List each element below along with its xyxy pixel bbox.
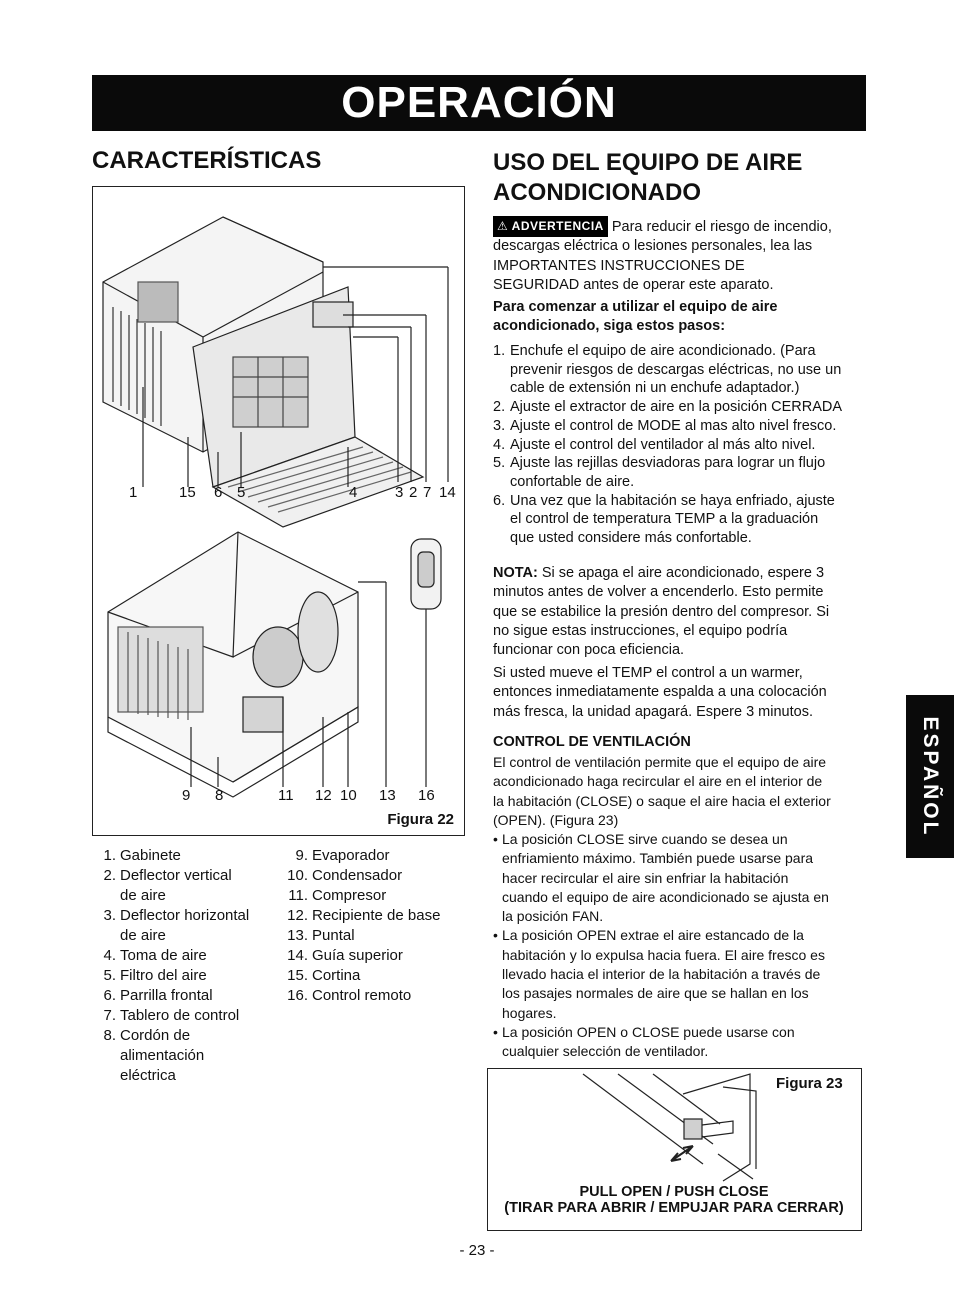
callout: 4 [349, 484, 358, 501]
legend-text-line: eléctrica [120, 1067, 176, 1084]
language-tab [906, 695, 954, 858]
features-heading: CARACTERÍSTICAS [92, 147, 322, 174]
text-line: SEGURIDAD antes de operar este aparato. [493, 276, 774, 293]
air-conditioner-illustration [93, 187, 463, 834]
figure-22-callouts-top [93, 484, 463, 504]
note-paragraph [493, 564, 863, 660]
legend-item [92, 1026, 282, 1086]
legend-number: 7. [103, 1007, 116, 1024]
legend-number: 4. [103, 947, 116, 964]
figure-23-caption: Figura 23 [776, 1075, 843, 1092]
bullet-dot: • [493, 927, 498, 944]
callout: 12 [315, 787, 332, 804]
legend-text-line: Filtro del aire [120, 967, 207, 984]
temp-paragraph [493, 664, 863, 722]
callout: 7 [423, 484, 432, 501]
step-item [493, 417, 865, 436]
callout: 11 [278, 787, 294, 804]
legend-number: 10. [287, 867, 308, 884]
text-line: Ajuste el control de MODE al mas alto nivel fresco. [510, 417, 837, 434]
text-line: El control de ventilación permite que el equipo de aire [493, 754, 827, 770]
callout: 9 [182, 787, 191, 804]
legend-item [92, 846, 282, 866]
legend-text-line: Recipiente de base [312, 907, 441, 924]
legend-text-line: Toma de aire [120, 947, 207, 964]
step-number: 1. [493, 343, 506, 359]
text-line: cualquier selección de ventilador. [502, 1043, 709, 1060]
legend-text-line: Cordón de [120, 1027, 191, 1044]
bullet-item [493, 926, 865, 1022]
text-line: Ajuste el control del ventilador al más alto nivel. [510, 436, 816, 453]
legend-item [285, 926, 475, 946]
text-line: no sigue estas instrucciones, el equipo podría [493, 622, 788, 639]
legend-number: 9. [295, 847, 308, 864]
text-line: hogares. [502, 1004, 557, 1021]
text-line: funcionar con poca eficiencia. [493, 642, 685, 659]
text-line: minutos antes de volver a encenderlo. Esto permite [493, 584, 824, 601]
text-line: descargas eléctrica o lesiones personales, lea las [493, 238, 813, 255]
text-line: cuando el equipo de aire acondicionado se ajusta en [502, 888, 829, 905]
legend-text-line: Compresor [312, 887, 387, 904]
callout: 3 [395, 484, 404, 501]
page-number: - 23 - [459, 1242, 495, 1259]
legend-text-line: Deflector vertical [120, 867, 232, 884]
text-line: La posición CLOSE sirve cuando se desea un [502, 831, 788, 847]
text-line: (OPEN). (Figura 23) [493, 811, 619, 828]
legend-number: 12. [287, 907, 308, 924]
warning-badge-text: ADVERTENCIA [511, 219, 604, 233]
bullet-item [493, 830, 865, 926]
text-line: la habitación (CLOSE) o saque el aire hacia el exterior [493, 792, 831, 809]
usage-heading [493, 148, 863, 208]
legend-number: 2. [103, 867, 116, 884]
text-line: (TIRAR PARA ABRIR / EMPUJAR PARA CERRAR) [504, 1200, 844, 1216]
steps-list [493, 342, 865, 548]
text-line: confortable de aire. [510, 473, 635, 490]
text-line: IMPORTANTES INSTRUCCIONES DE [493, 257, 745, 274]
figure-23 [487, 1068, 862, 1231]
text-line: los pasajes normales de aire que se hallan en los [502, 985, 809, 1002]
text-line: Para comenzar a utilizar el equipo de aire [493, 299, 778, 315]
step-item [493, 398, 865, 417]
ordered-steps [493, 342, 865, 548]
legend-item [92, 986, 282, 1006]
callout: 1 [129, 484, 138, 501]
step-number: 6. [493, 492, 506, 509]
legend-number: 14. [287, 947, 308, 964]
legend-item [285, 966, 475, 986]
callout: 8 [215, 787, 224, 804]
parts-legend-col2 [285, 846, 475, 1006]
text-line: Si se apaga el aire acondicionado, espere 3 [541, 565, 825, 581]
text-line: entonces inmediatamente espalda a una colocación [493, 684, 827, 701]
text-line: Para reducir el riesgo de incendio, [611, 219, 832, 235]
callout: 15 [179, 484, 196, 501]
step-number: 3. [493, 417, 506, 434]
legend-text-line: Cortina [312, 967, 361, 984]
legend-number: 5. [103, 967, 116, 984]
text-line: acondicionado, siga estos pasos: [493, 318, 726, 335]
legend-text-line: Parrilla frontal [120, 987, 213, 1004]
legend-text-line: Puntal [312, 927, 355, 944]
text-line: PULL OPEN / PUSH CLOSE [579, 1184, 769, 1200]
legend-item [92, 1006, 282, 1026]
legend-item [285, 986, 475, 1006]
figure-22-caption: Figura 22 [387, 811, 454, 828]
legend-text-line: Gabinete [120, 847, 181, 864]
callout: 14 [439, 484, 456, 501]
steps-title [493, 298, 863, 337]
text-line: cable de extensión ni un enchufe adaptador.) [510, 380, 800, 397]
legend-item [285, 886, 475, 906]
text-line: que se estabilice la presión dentro del compresor. Si [493, 603, 830, 620]
step-item [493, 492, 865, 548]
section-title: OPERACIÓN [341, 78, 617, 127]
language-tab-label: ESPAÑOL [919, 716, 942, 837]
legend-text-line: de aire [120, 927, 166, 944]
text-line: La posición OPEN o CLOSE puede usarse con [502, 1023, 795, 1040]
legend-number: 16. [287, 987, 308, 1004]
legend-number: 8. [103, 1027, 116, 1044]
text-line: Si usted mueve el TEMP el control a un warmer, [493, 665, 803, 681]
text-line: prevenir riesgos de descargas eléctricas, no use un [510, 361, 842, 378]
text-line: que usted considere más confortable. [510, 530, 752, 547]
text-line: el control de temperatura TEMP a la graduación [510, 511, 819, 528]
bullet-dot: • [493, 831, 498, 847]
vent-heading: CONTROL DE VENTILACIÓN [493, 734, 691, 750]
warning-paragraph [493, 216, 863, 295]
usage-heading-line2: ACONDICIONADO [493, 179, 701, 206]
legend-text-line: Condensador [312, 867, 403, 884]
text-line: Ajuste el extractor de aire en la posición CERRADA [510, 399, 843, 416]
legend-number: 1. [103, 847, 116, 864]
step-number: 2. [493, 399, 506, 416]
text-line: La posición OPEN extrae el aire estancado de la [502, 927, 804, 944]
section-title-bar [92, 75, 866, 131]
warning-badge: ⚠ ADVERTENCIA [493, 216, 608, 237]
legend-text-line: Control remoto [312, 987, 412, 1004]
legend-text-line: alimentación [120, 1047, 205, 1064]
legend-item [285, 946, 475, 966]
text-line: Enchufe el equipo de aire acondicionado. (Para [510, 343, 816, 359]
legend-number: 6. [103, 987, 116, 1004]
legend-item [92, 946, 282, 966]
parts-legend-col1 [92, 846, 282, 1086]
callout: 10 [340, 787, 357, 804]
text-line: Una vez que la habitación se haya enfriado, ajuste [510, 492, 835, 509]
bullet-item [493, 1023, 865, 1062]
figure-23-label [488, 1184, 860, 1216]
usage-heading-line1: USO DEL EQUIPO DE AIRE [493, 149, 803, 176]
step-item [493, 454, 865, 491]
legend-text-line: de aire [120, 887, 166, 904]
text-line: habitación y lo expulsa hacia fuera. El aire fresco es [502, 946, 825, 963]
text-line: acondicionado haga recircular el aire en el interior de [493, 773, 823, 790]
legend-item [285, 866, 475, 886]
callout: 16 [418, 787, 435, 804]
text-line: enfriamiento máximo. También puede usarse para [502, 850, 814, 867]
callout: 13 [379, 787, 396, 804]
legend-item [92, 966, 282, 986]
legend-number: 11. [288, 887, 308, 904]
legend-text-line: Deflector horizontal [120, 907, 250, 924]
text-line: hacer recircular el aire sin enfriar la habitación [502, 869, 789, 886]
legend-text-line: Tablero de control [120, 1007, 240, 1024]
vent-paragraph [493, 753, 865, 830]
legend-number: 3. [103, 907, 116, 924]
callout: 6 [214, 484, 223, 501]
callout: 5 [237, 484, 246, 501]
step-item [493, 342, 865, 398]
text-line: la posición FAN. [502, 908, 604, 925]
legend-item [92, 866, 282, 906]
legend-number: 15. [287, 967, 308, 984]
callout: 2 [409, 484, 418, 501]
figure-22-callouts-bottom [93, 787, 463, 807]
legend-item [285, 846, 475, 866]
step-number: 4. [493, 436, 506, 453]
bullet-list [493, 830, 865, 1062]
step-number: 5. [493, 455, 506, 472]
figure-22 [92, 186, 465, 836]
bullet-dot: • [493, 1023, 498, 1040]
text-line: llevado hacia el interior de la habitación a través de [502, 966, 821, 983]
text-line: Ajuste las rejillas desviadoras para lograr un flujo [510, 455, 826, 472]
step-item [493, 436, 865, 455]
legend-text-line: Guía superior [312, 947, 403, 964]
vent-bullets [493, 830, 865, 1062]
legend-text-line: Evaporador [312, 847, 390, 864]
legend-number: 13. [287, 927, 308, 944]
legend-item [285, 906, 475, 926]
legend-item [92, 906, 282, 946]
text-line: más fresca, la unidad apagará. Espere 3 minutos. [493, 703, 813, 720]
note-label: NOTA: [493, 565, 538, 581]
